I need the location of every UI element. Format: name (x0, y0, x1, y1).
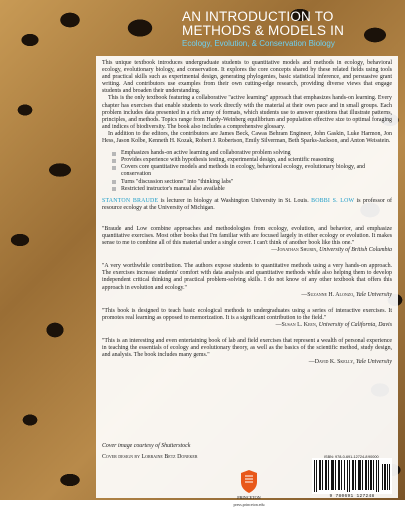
description-paragraph: This unique textbook introduces undergraduate students to quantitative models and methods in ecology, behavioral ecology, evolutionary biology, and conservation. It explores the core concepts shared by these related fields using tools and practical skills such as experimental design, generating phylogenies, basic statistical inference, and persuasive grant writing. And contributors use examples from their own cutting-edge research, providing diverse views that engage students and broaden their understanding. (102, 60, 392, 95)
publisher-name: PRINCETON (237, 495, 261, 500)
feature-item: Turns "discussion sections" into "thinking labs" (112, 179, 392, 186)
subtitle: Ecology, Evolution, & Conservation Biology (182, 39, 335, 48)
text-panel (96, 56, 398, 507)
author-bio-text: is professor of resource ecology at the University of Michigan. (102, 197, 392, 211)
endorsement (102, 308, 392, 329)
image-credit: Cover image courtesy of Shutterstock (102, 443, 191, 449)
barcode-number: 9 780691 127248 (329, 494, 375, 499)
price-code: 90000 (368, 455, 379, 459)
endorsement (102, 263, 392, 298)
endorsement (102, 338, 392, 366)
title-block (182, 10, 392, 49)
princeton-logo-icon (236, 467, 262, 501)
endorsement-attribution: —Susan L. Keen, University of California, Davis (275, 321, 392, 328)
feature-item: Covers core quantitative models and methods in ecology, behavioral ecology, evolutionary biology, and conservation (112, 164, 392, 178)
title-line-1: AN INTRODUCTION TO (182, 9, 334, 24)
endorsement-text: "A very worthwhile contribution. The authors expose students to quantitative methods using a very hands-on approach. The exercises increase students' comfort with data analysis and quantitative methods while also helping them to develop independent critical thinking and practical problem-solving skills. I do not know of any other textbook that offers this approach in evolution and ecology." (102, 263, 392, 291)
endorsement-text: "This book is designed to teach basic ecological methods to undergraduates using a series of interactive exercises. It promotes real learning as opposed to memorization. It is a significant contribution to the field." (102, 307, 392, 321)
description-paragraph: This is the only textbook featuring a collaborative "active learning" approach that emphasizes hands-on learning. Every chapter has exercises that enable students to work directly with the material at their own pace and in small groups. Each problem includes data presented in a rich array of formats, which students use to answer questions that illustrate patterns, principles, and methods. Topics range from Hardy-Weinberg equilibrium and population effective size to optimal foraging and indices of biodiversity. The book also includes a comprehensive glossary. (102, 95, 392, 130)
author-bio-text: is lecturer in biology at Washington University in St. Louis. (158, 197, 312, 204)
author-bio (102, 198, 392, 212)
author-name: STANTON BRAUDE (102, 197, 159, 204)
isbn-label: ISBN: 978-0-691-12724-8 (324, 455, 368, 459)
title-line-2: METHODS & MODELS IN (182, 23, 345, 38)
endorsement (102, 226, 392, 254)
endorsement-attribution: —David K. Skelly, Yale University (308, 359, 392, 366)
endorsement-attribution: —Suzanne H. Alonzo, Yale University (301, 291, 392, 298)
barcode-icon (312, 458, 392, 494)
cover-credits (102, 443, 302, 465)
design-credit: Cover design by Lorraine Betz Doneker (102, 454, 198, 461)
publisher-url: press.princeton.edu (233, 502, 265, 507)
feature-item: Emphasizes hands-on active learning and collaborative problem solving (112, 150, 392, 157)
author-name: BOBBI S. LOW (311, 197, 355, 204)
endorsement-text: "Braude and Low combine approaches and methodologies from ecology, evolution, and behavior, and emphasize quantitative exercises. Most other books that I'm familiar with are focused largely in either ecology or evolution. It makes sense to me to combine all of this material under a single cover. I can't think of another book like this one." (102, 225, 392, 247)
feature-item: Restricted instructor's manual also available (112, 186, 392, 193)
feature-item: Provides experience with hypothesis testing, experimental design, and scientific reasoning (112, 157, 392, 164)
endorsement-text: "This is an interesting and even entertaining book of lab and field exercises that represent a wealth of personal experience in teaching the essentials of ecology and evolutionary theory, as well as the basics of the scientific method, study design, and analysis. The book includes many gems." (102, 338, 392, 359)
description-paragraph: In addition to the editors, the contributors are James Beck, Cawas Behram Engineer, John Gaskin, Luke Harmon, Jon Hess, Jason Kolbe, Kenneth H. Kozak, Robert J. Robertson, Emily Silverman, Beth Sparks-Jackson, and Anton Weisstein. (102, 130, 392, 145)
endorsement-attribution: —Jonathan Shurin, University of British Columbia (271, 247, 392, 254)
feature-list (112, 150, 392, 193)
endorsements (102, 226, 392, 367)
